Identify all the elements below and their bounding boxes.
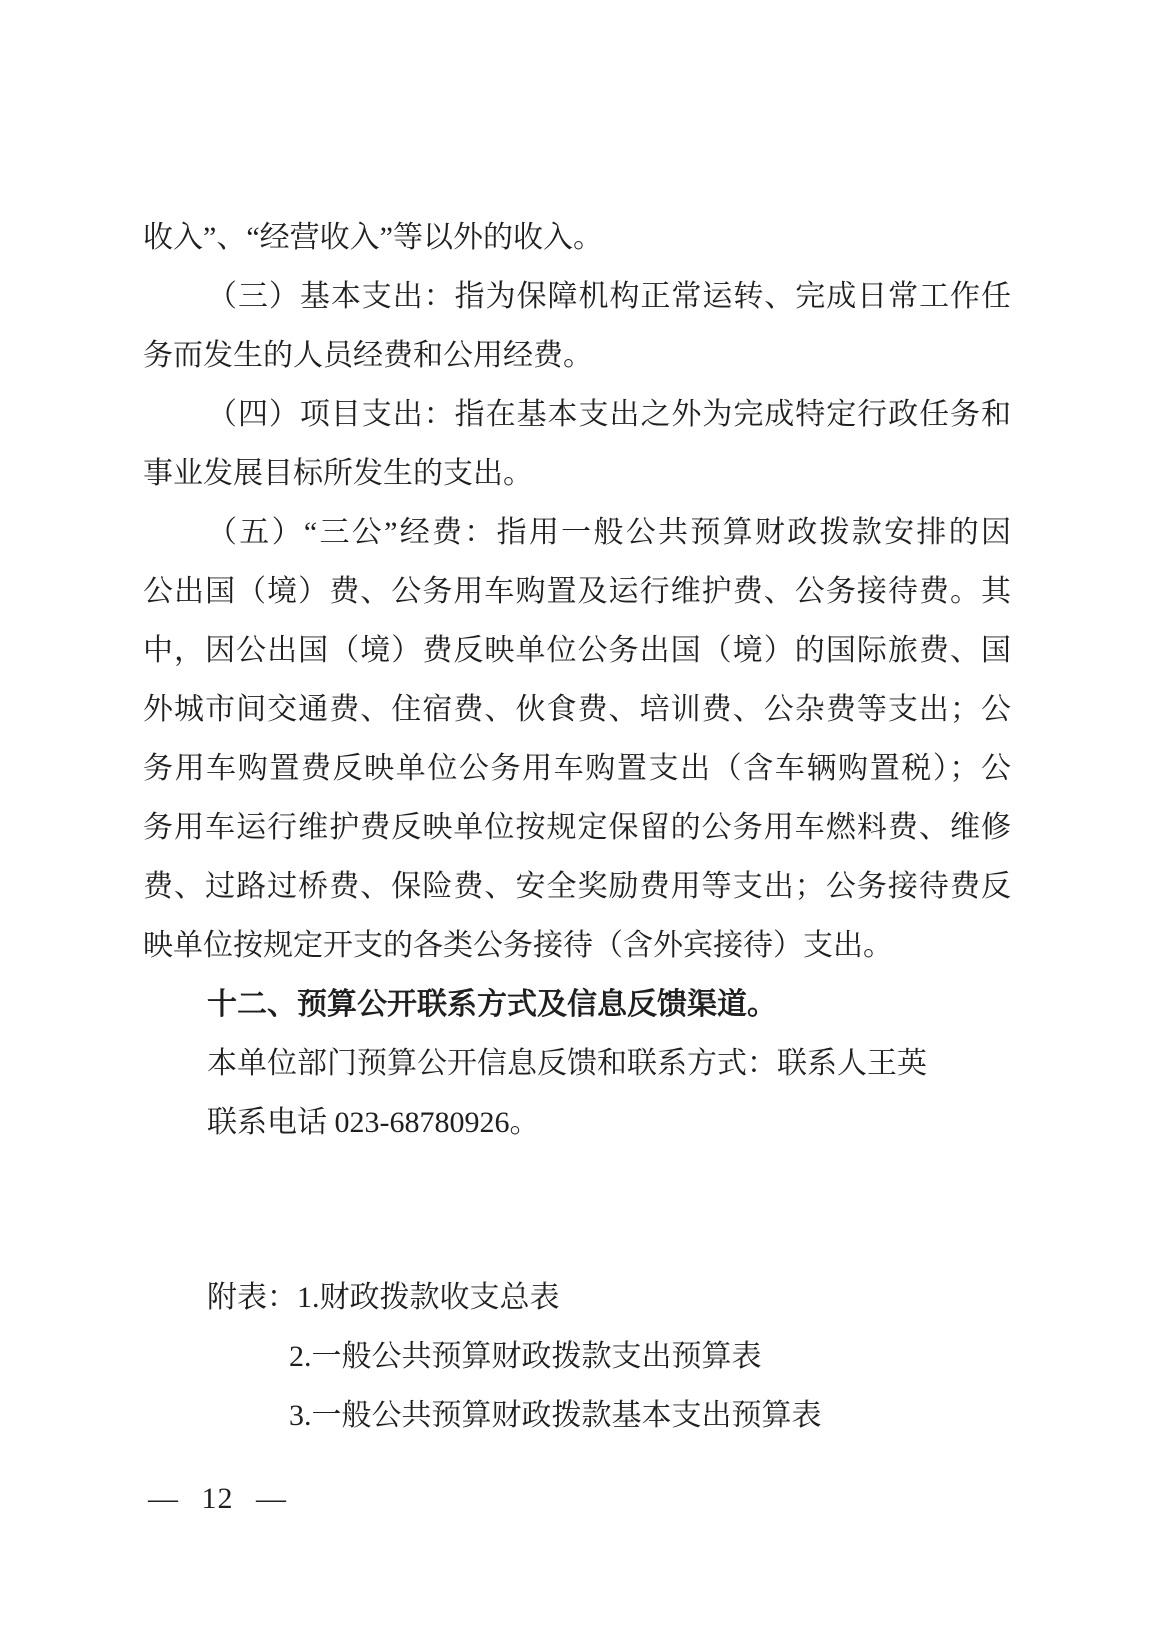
body-line: 费、过路过桥费、保险费、安全奖励费用等支出；公务接待费反: [143, 870, 1011, 903]
body-line: 映单位按规定开支的各类公务接待（含外宾接待）支出。: [143, 929, 893, 962]
body-line: 外城市间交通费、住宿费、伙食费、培训费、公杂费等支出；公: [143, 693, 1011, 726]
contact-phone-line: 联系电话 023-68780926。: [207, 1106, 540, 1139]
section-heading: 十二、预算公开联系方式及信息反馈渠道。: [207, 988, 777, 1021]
body-line: 务而发生的人员经费和公用经费。: [143, 339, 593, 372]
page-number: — 12 —: [148, 1482, 287, 1515]
body-line: （五）“三公”经费：指用一般公共预算财政拨款安排的因: [207, 516, 1011, 549]
body-line: 务用车运行维护费反映单位按规定保留的公务用车燃料费、维修: [143, 811, 1011, 844]
document-body: [143, 208, 1011, 1152]
attachment-item: 3.一般公共预算财政拨款基本支出预算表: [289, 1399, 822, 1432]
body-line: 事业发展目标所发生的支出。: [143, 457, 533, 490]
body-line: 收入”、“经营收入”等以外的收入。: [143, 221, 603, 254]
contact-person-line: 本单位部门预算公开信息反馈和联系方式：联系人王英: [207, 1047, 927, 1080]
body-line: 中，因公出国（境）费反映单位公务出国（境）的国际旅费、国: [143, 634, 1011, 667]
body-line: （四）项目支出：指在基本支出之外为完成特定行政任务和: [207, 398, 1011, 431]
body-line: （三）基本支出：指为保障机构正常运转、完成日常工作任: [207, 280, 1011, 313]
body-line: 公出国（境）费、公务用车购置及运行维护费、公务接待费。其: [143, 575, 1011, 608]
attachment-item: 2.一般公共预算财政拨款支出预算表: [289, 1340, 762, 1373]
attachment-item: 附表：1.财政拨款收支总表: [207, 1281, 560, 1314]
body-line: 务用车购置费反映单位公务用车购置支出（含车辆购置税）；公: [143, 752, 1011, 785]
attachment-list: [143, 1268, 1011, 1445]
